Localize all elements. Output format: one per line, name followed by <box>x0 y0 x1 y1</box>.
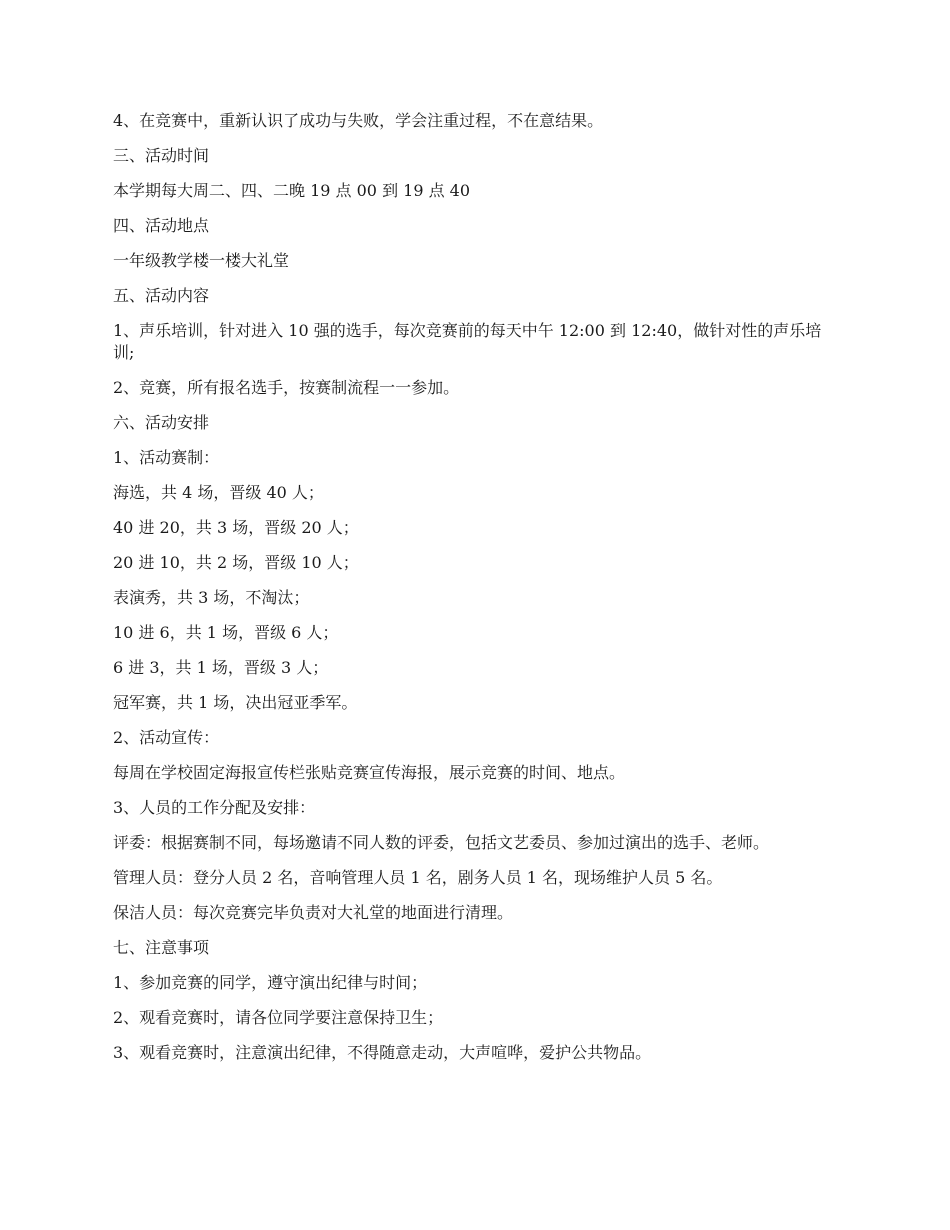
paragraph-managers: 管理人员：登分人员 2 名，音响管理人员 1 名，剧务人员 1 名，现场维护人员 5 名。 <box>113 868 723 887</box>
paragraph-format-title: 1、活动赛制： <box>113 448 220 467</box>
paragraph-content-2: 2、竞赛，所有报名选手，按赛制流程一一参加。 <box>113 378 460 397</box>
heading-activity-time: 三、活动时间 <box>113 146 210 165</box>
paragraph-staff-title: 3、人员的工作分配及安排： <box>113 798 316 817</box>
paragraph-activity-location: 一年级教学楼一楼大礼堂 <box>113 251 290 270</box>
paragraph-round-10-6: 10 进 6，共 1 场，晋级 6 人； <box>113 623 339 642</box>
heading-notes: 七、注意事项 <box>113 938 210 957</box>
paragraph-goal-4: 4、在竞赛中，重新认识了成功与失败，学会注重过程，不在意结果。 <box>113 111 604 130</box>
paragraph-round-show: 表演秀，共 3 场，不淘汰； <box>113 588 310 607</box>
document-body <box>113 110 840 1077</box>
paragraph-round-final: 冠军赛，共 1 场，决出冠亚季军。 <box>113 693 358 712</box>
heading-activity-location: 四、活动地点 <box>113 216 210 235</box>
paragraph-note-1: 1、参加竞赛的同学，遵守演出纪律与时间； <box>113 973 428 992</box>
paragraph-round-40-20: 40 进 20，共 3 场，晋级 20 人； <box>113 518 359 537</box>
paragraph-cleaners: 保洁人员：每次竞赛完毕负责对大礼堂的地面进行清理。 <box>113 903 514 922</box>
heading-activity-arrangement: 六、活动安排 <box>113 413 210 432</box>
paragraph-note-2: 2、观看竞赛时，请各位同学要注意保持卫生； <box>113 1008 444 1027</box>
paragraph-round-audition: 海选，共 4 场，晋级 40 人； <box>113 483 324 502</box>
paragraph-promotion: 每周在学校固定海报宣传栏张贴竞赛宣传海报，展示竞赛的时间、地点。 <box>113 763 626 782</box>
paragraph-round-6-3: 6 进 3，共 1 场，晋级 3 人； <box>113 658 329 677</box>
paragraph-activity-time: 本学期每大周二、四、二晚 19 点 00 到 19 点 40 <box>113 181 471 200</box>
paragraph-promotion-title: 2、活动宣传： <box>113 728 220 747</box>
paragraph-judges: 评委：根据赛制不同，每场邀请不同人数的评委，包括文艺委员、参加过演出的选手、老师。 <box>113 833 770 852</box>
paragraph-content-1: 1、声乐培训，针对进入 10 强的选手，每次竞赛前的每天中午 12:00 到 12:40，做针对性的声乐培训; <box>113 321 822 362</box>
paragraph-round-20-10: 20 进 10，共 2 场，晋级 10 人； <box>113 553 359 572</box>
heading-activity-content: 五、活动内容 <box>113 286 210 305</box>
paragraph-note-3: 3、观看竞赛时，注意演出纪律，不得随意走动，大声喧哗，爱护公共物品。 <box>113 1043 652 1062</box>
